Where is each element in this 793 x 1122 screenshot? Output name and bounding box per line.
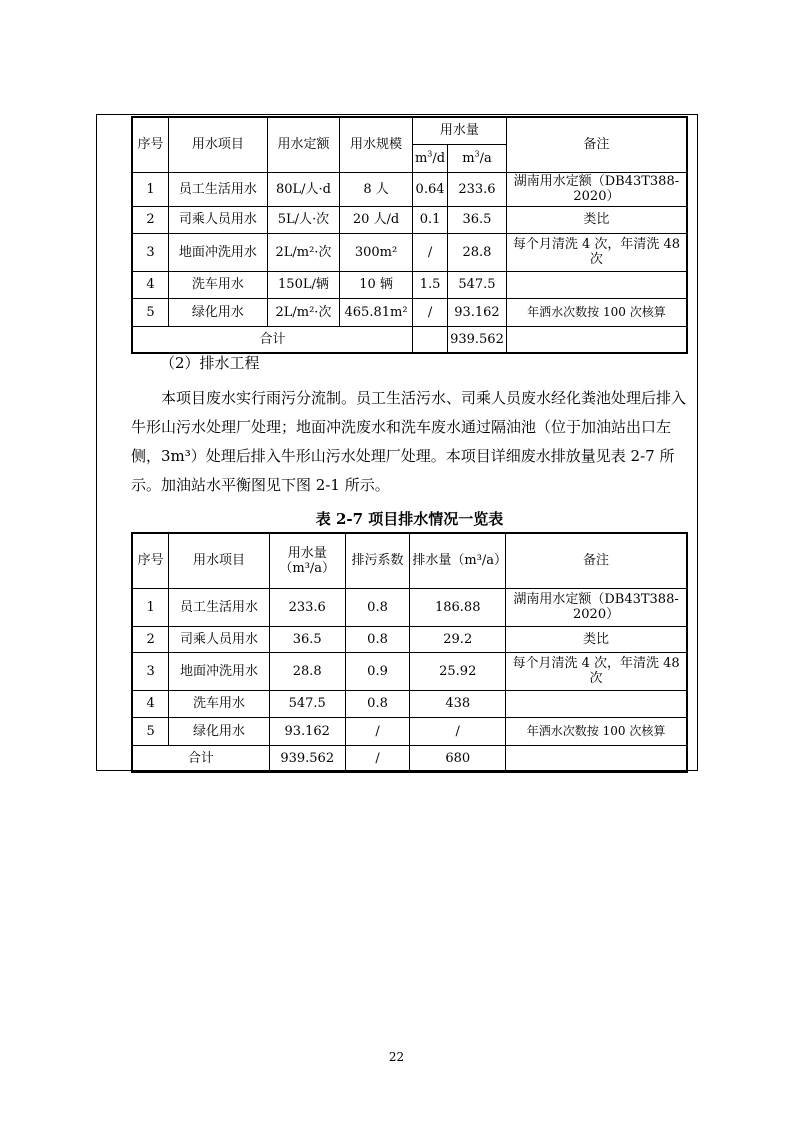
total-day	[412, 326, 447, 353]
cell-day: /	[412, 233, 447, 271]
header-unit-day: $m^3/d$	[412, 144, 447, 172]
cell-scale: 10 辆	[340, 271, 413, 298]
cell-item: 绿化用水	[169, 298, 268, 326]
header-coef: 排污系数	[345, 533, 410, 588]
cell-water: 233.6	[269, 588, 345, 626]
cell-discharge: 29.2	[410, 626, 506, 652]
cell-remark: 年洒水次数按 100 次核算	[506, 717, 687, 745]
total-remark	[506, 745, 687, 772]
cell-quota: 150L/辆	[267, 271, 339, 298]
header-discharge: 排水量（m³/a）	[410, 533, 506, 588]
body-paragraph: 本项目废水实行雨污分流制。员工生活污水、司乘人员废水经化粪池处理后排入牛形山污水处理厂处理；地面冲洗废水和洗车废水通过隔油池（位于加油站出口左侧，3m³）处理后排入牛形山污水处理厂处理。本项目详细废水排放量见表 2-7 所示。加油站水平衡图见下图 2-1 所示。	[131, 389, 687, 494]
cell-remark: 年洒水次数按 100 次核算	[506, 298, 687, 326]
table-row	[132, 626, 687, 652]
cell-remark: 每个月清洗 4 次，年清洗 48 次	[506, 233, 687, 271]
table-caption: 表 2-7 项目排水情况一览表	[315, 510, 504, 528]
table-row	[132, 588, 687, 626]
water-use-table	[131, 116, 688, 354]
header-item: 用水项目	[169, 533, 269, 588]
cell-remark: 湖南用水定额（DB43T388-2020）	[506, 172, 687, 206]
cell-item: 洗车用水	[169, 271, 268, 298]
table-total-row	[132, 326, 687, 353]
cell-item: 地面冲洗用水	[169, 233, 268, 271]
cell-item: 绿化用水	[169, 717, 269, 745]
cell-day: 0.64	[412, 172, 447, 206]
table-row	[132, 233, 687, 271]
cell-seq: 1	[132, 172, 169, 206]
cell-year: 547.5	[448, 271, 507, 298]
cell-item: 员工生活用水	[169, 588, 269, 626]
cell-quota: 80L/人·d	[267, 172, 339, 206]
cell-item: 司乘人员用水	[169, 206, 268, 233]
total-label: 合计	[132, 326, 412, 353]
cell-coef: 0.8	[345, 626, 410, 652]
total-remark	[506, 326, 687, 353]
table-row	[132, 652, 687, 690]
total-label: 合计	[132, 745, 269, 772]
cell-water: 36.5	[269, 626, 345, 652]
header-remarks: 备注	[506, 533, 687, 588]
cell-item: 司乘人员用水	[169, 626, 269, 652]
cell-item: 地面冲洗用水	[169, 652, 269, 690]
table-header-row	[132, 533, 687, 588]
section-heading: （2）排水工程	[160, 354, 260, 372]
cell-seq: 2	[132, 626, 169, 652]
cell-seq: 3	[132, 233, 169, 271]
header-quota: 用水定额	[267, 117, 339, 172]
drainage-table	[131, 532, 688, 773]
cell-seq: 2	[132, 206, 169, 233]
cell-remark: 类比	[506, 626, 687, 652]
total-discharge: 680	[410, 745, 506, 772]
total-coef: /	[345, 745, 410, 772]
cell-remark: 每个月清洗 4 次，年清洗 48 次	[506, 652, 687, 690]
cell-scale: 8 人	[340, 172, 413, 206]
cell-seq: 5	[132, 298, 169, 326]
header-unit-year: $m^3/a$	[448, 144, 507, 172]
total-year: 939.562	[448, 326, 507, 353]
cell-quota: 2L/m²·次	[267, 298, 339, 326]
cell-year: 36.5	[448, 206, 507, 233]
table-row	[132, 271, 687, 298]
header-remarks: 备注	[506, 117, 687, 172]
cell-seq: 3	[132, 652, 169, 690]
cell-seq: 4	[132, 690, 169, 717]
cell-discharge: /	[410, 717, 506, 745]
cell-scale: 20 人/d	[340, 206, 413, 233]
cell-day: 1.5	[412, 271, 447, 298]
cell-year: 93.162	[448, 298, 507, 326]
table-row	[132, 298, 687, 326]
cell-water: 28.8	[269, 652, 345, 690]
total-water: 939.562	[269, 745, 345, 772]
table-row	[132, 172, 687, 206]
cell-coef: 0.8	[345, 690, 410, 717]
cell-day: /	[412, 298, 447, 326]
cell-item: 洗车用水	[169, 690, 269, 717]
header-scale: 用水规模	[340, 117, 413, 172]
cell-day: 0.1	[412, 206, 447, 233]
cell-year: 28.8	[448, 233, 507, 271]
header-item: 用水项目	[169, 117, 268, 172]
cell-remark: 湖南用水定额（DB43T388-2020）	[506, 588, 687, 626]
cell-coef: 0.8	[345, 588, 410, 626]
cell-remark: 类比	[506, 206, 687, 233]
cell-quota: 2L/m²·次	[267, 233, 339, 271]
cell-quota: 5L/人·次	[267, 206, 339, 233]
header-seq: 序号	[132, 533, 169, 588]
cell-coef: /	[345, 717, 410, 745]
header-seq: 序号	[132, 117, 169, 172]
cell-discharge: 25.92	[410, 652, 506, 690]
cell-seq: 1	[132, 588, 169, 626]
cell-scale: 300m²	[340, 233, 413, 271]
header-water-amount: 用水量	[412, 117, 506, 144]
table-row	[132, 717, 687, 745]
cell-discharge: 186.88	[410, 588, 506, 626]
header-water-amount: 用水量（m³/a）	[269, 533, 345, 588]
cell-item: 员工生活用水	[169, 172, 268, 206]
cell-coef: 0.9	[345, 652, 410, 690]
cell-scale: 465.81m²	[340, 298, 413, 326]
cell-remark	[506, 271, 687, 298]
cell-water: 93.162	[269, 717, 345, 745]
cell-year: 233.6	[448, 172, 507, 206]
cell-seq: 5	[132, 717, 169, 745]
cell-discharge: 438	[410, 690, 506, 717]
cell-remark	[506, 690, 687, 717]
page-number: 22	[388, 1050, 405, 1064]
table-row	[132, 206, 687, 233]
cell-seq: 4	[132, 271, 169, 298]
cell-water: 547.5	[269, 690, 345, 717]
table-total-row	[132, 745, 687, 772]
table-row	[132, 690, 687, 717]
